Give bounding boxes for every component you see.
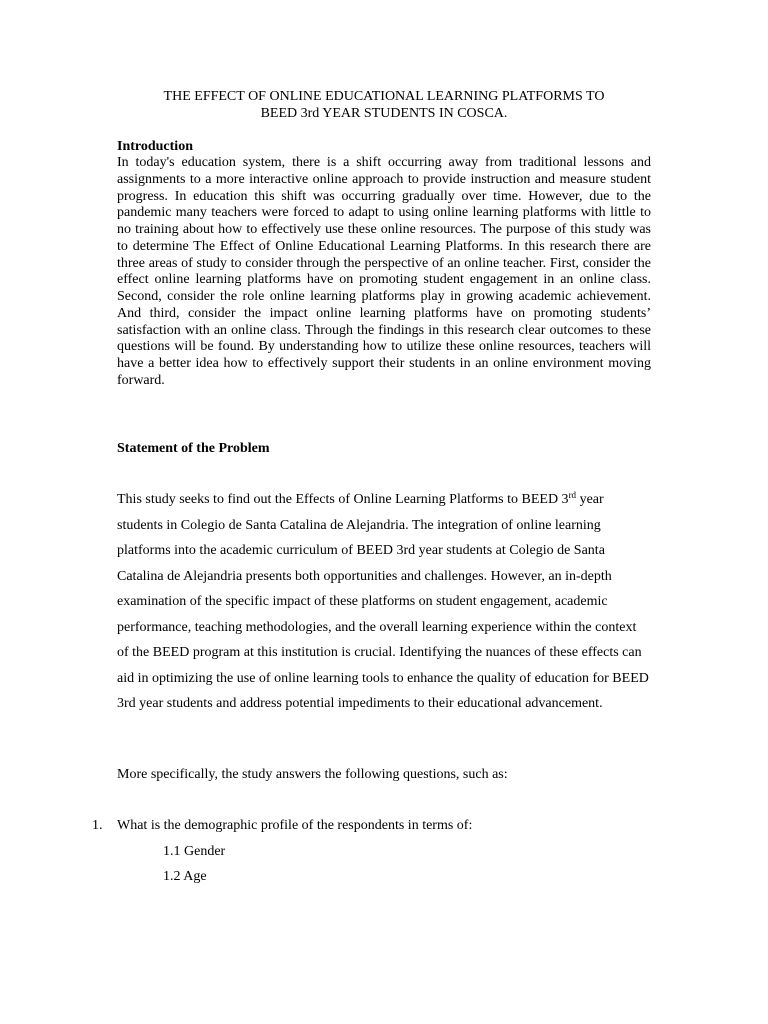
statement-of-problem-heading: Statement of the Problem bbox=[117, 441, 270, 456]
question-list-item bbox=[92, 817, 652, 834]
introduction-heading: Introduction bbox=[117, 139, 193, 154]
title-line-1: THE EFFECT OF ONLINE EDUCATIONAL LEARNING PLATFORMS TO bbox=[163, 89, 605, 104]
statement-of-problem-paragraph bbox=[117, 487, 651, 717]
title-line-2: BEED 3rd YEAR STUDENTS IN COSCA. bbox=[260, 106, 508, 121]
sub-item-gender: 1.1 Gender bbox=[163, 844, 226, 859]
sub-item-age: 1.2 Age bbox=[163, 869, 207, 884]
ordinal-superscript: rd bbox=[568, 490, 577, 500]
question-text: What is the demographic profile of the respondents in terms of: bbox=[117, 818, 473, 833]
introduction-paragraph: In today's education system, there is a shift occurring away from traditional lessons and assignments to a more interactive online approach to provide instruction and measure student progress. In education this shift was occurring gradually over time. However, due to the pandemic many teachers were forced to adapt to using online learning platforms with little to no training about how to effectively use these online resources. The purpose of this study was to determine The Effect of Online Educational Learning Platforms. In this research there are three areas of study to consider through the perspective of an online teacher. First, consider the effect online learning platforms have on promoting student engagement in an online class. Second, consider the role online learning platforms play in growing academic achievement. And third, consider the impact online learning platforms have on promoting students’ satisfaction with an online class. Through the findings in this research clear outcomes to these questions will be found. By understanding how to utilize these online resources, teachers will have a better idea how to effectively support their students in an online environment moving forward. bbox=[117, 155, 651, 388]
statement-text-start: This study seeks to find out the Effects of Online Learning Platforms to BEED 3 bbox=[117, 492, 569, 507]
more-specifically-paragraph: More specifically, the study answers the following questions, such as: bbox=[117, 767, 508, 782]
document-title bbox=[117, 88, 651, 122]
statement-text-rest: year students in Colegio de Santa Catalina de Alejandria. The integration of online learning platforms into the academic curriculum of BEED 3rd year students at Colegio de Santa Catalina de Alejandria presents both opportunities and challenges. However, an in-depth examination of the specific impact of these platforms on student engagement, academic performance, teaching methodologies, and the overall learning experience within the context of the BEED program at this institution is crucial. Identifying the nuances of these effects can aid in optimizing the use of online learning tools to enhance the quality of education for BEED 3rd year students and address potential impediments to their educational advancement. bbox=[117, 492, 649, 711]
question-number: 1. bbox=[92, 818, 103, 833]
